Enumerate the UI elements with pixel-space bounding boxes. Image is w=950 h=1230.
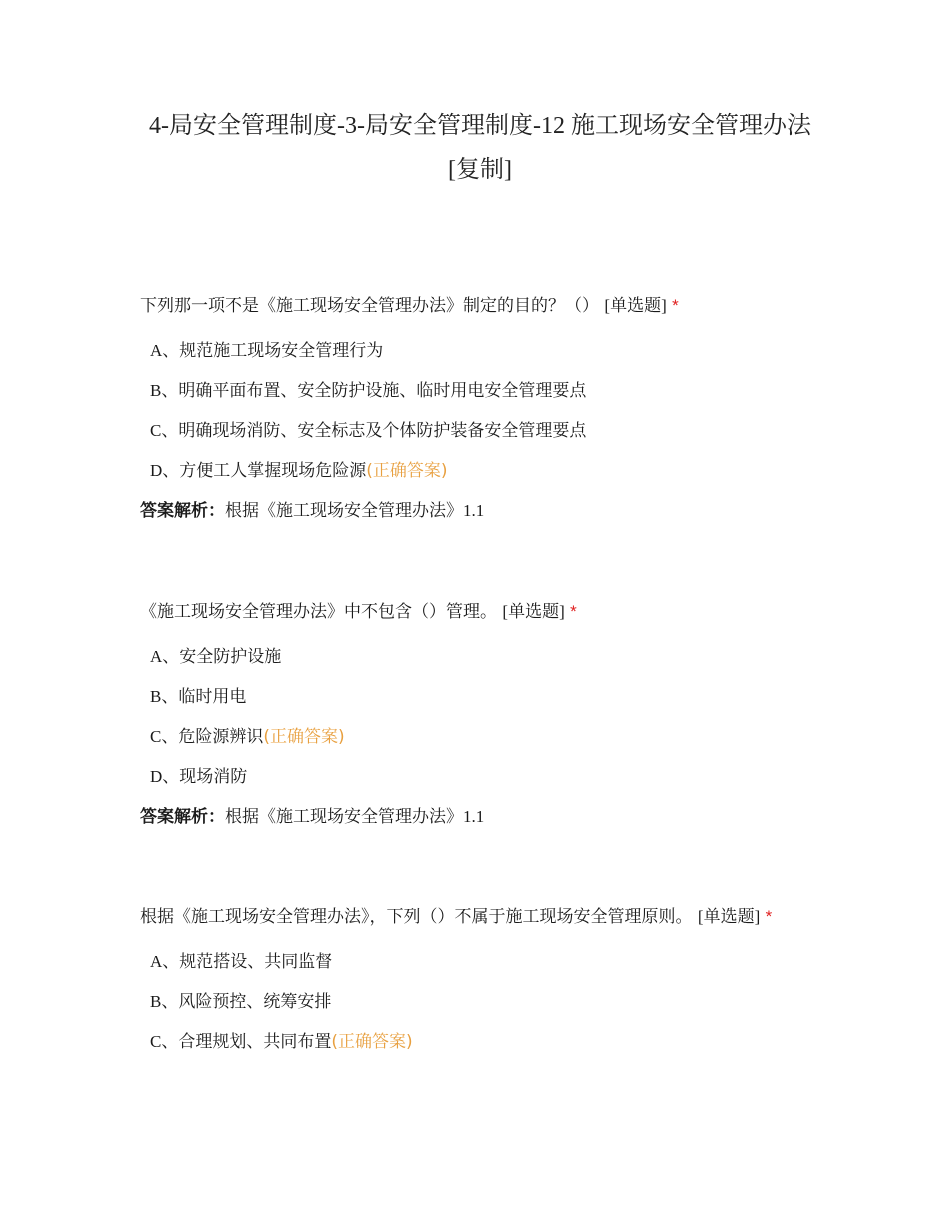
question-type: [单选题] (604, 296, 667, 315)
option-text: 规范搭设、共同监督 (179, 952, 333, 972)
correct-answer-label: (正确答案) (331, 1032, 413, 1052)
answer-analysis (140, 491, 810, 531)
option-letter: C、 (150, 727, 179, 746)
analysis-ref: 1.1 (463, 807, 485, 826)
option-d (140, 451, 810, 491)
option-text: 安全防护设施 (179, 647, 282, 667)
option-letter: C、 (150, 1032, 179, 1051)
option-c (140, 717, 810, 757)
document-title (140, 104, 820, 192)
question-type: [单选题] (697, 907, 761, 926)
option-d (140, 757, 810, 797)
correct-answer-label: (正确答案) (366, 461, 448, 481)
option-letter: A、 (150, 341, 180, 360)
option-a (140, 637, 810, 677)
question-stem: 根据《施工现场安全管理办法》，下列（）不属于施工现场安全管理原则。 (140, 907, 693, 927)
question-text (140, 898, 810, 936)
option-text: 风险预控、统筹安排 (178, 992, 332, 1012)
answer-analysis (140, 797, 810, 837)
analysis-text: 根据《施工现场安全管理办法》 (225, 807, 463, 827)
analysis-ref: 1.1 (463, 501, 485, 520)
option-letter: B、 (150, 687, 179, 706)
title-text: 4-局安全管理制度-3-局安全管理制度-12 施工现场安全管理办法[复制] (149, 113, 811, 183)
option-text: 现场消防 (179, 767, 248, 787)
option-b (140, 677, 810, 717)
option-text: 合理规划、共同布置 (178, 1032, 332, 1052)
option-b (140, 371, 810, 411)
option-letter: C、 (150, 421, 179, 440)
option-c (140, 1022, 810, 1062)
question-1 (140, 287, 810, 531)
question-stem: 下列那一项不是《施工现场安全管理办法》制定的目的？（） (140, 296, 599, 316)
required-mark: * (672, 296, 679, 315)
option-letter: D、 (150, 461, 180, 480)
option-text: 临时用电 (178, 687, 247, 707)
option-letter: D、 (150, 767, 180, 786)
question-stem: 《施工现场安全管理办法》中不包含（）管理。 (140, 602, 497, 622)
option-text: 危险源辨识 (178, 727, 264, 747)
question-text (140, 287, 810, 325)
question-type: [单选题] (502, 602, 565, 621)
option-text: 明确现场消防、安全标志及个体防护装备安全管理要点 (178, 421, 587, 441)
option-letter: B、 (150, 992, 179, 1011)
option-letter: A、 (150, 647, 180, 666)
correct-answer-label: (正确答案) (263, 727, 345, 747)
required-mark: * (570, 602, 577, 621)
question-3 (140, 898, 810, 1062)
option-a (140, 331, 810, 371)
question-2 (140, 593, 810, 837)
option-b (140, 982, 810, 1022)
option-c (140, 411, 810, 451)
analysis-label: 答案解析： (140, 501, 225, 521)
question-text (140, 593, 810, 631)
required-mark: * (765, 907, 773, 926)
analysis-label: 答案解析： (140, 807, 225, 827)
option-text: 规范施工现场安全管理行为 (179, 341, 384, 361)
option-a (140, 942, 810, 982)
option-text: 方便工人掌握现场危险源 (179, 461, 367, 481)
analysis-text: 根据《施工现场安全管理办法》 (225, 501, 463, 521)
option-letter: A、 (150, 952, 180, 971)
option-text: 明确平面布置、安全防护设施、临时用电安全管理要点 (178, 381, 587, 401)
option-letter: B、 (150, 381, 179, 400)
